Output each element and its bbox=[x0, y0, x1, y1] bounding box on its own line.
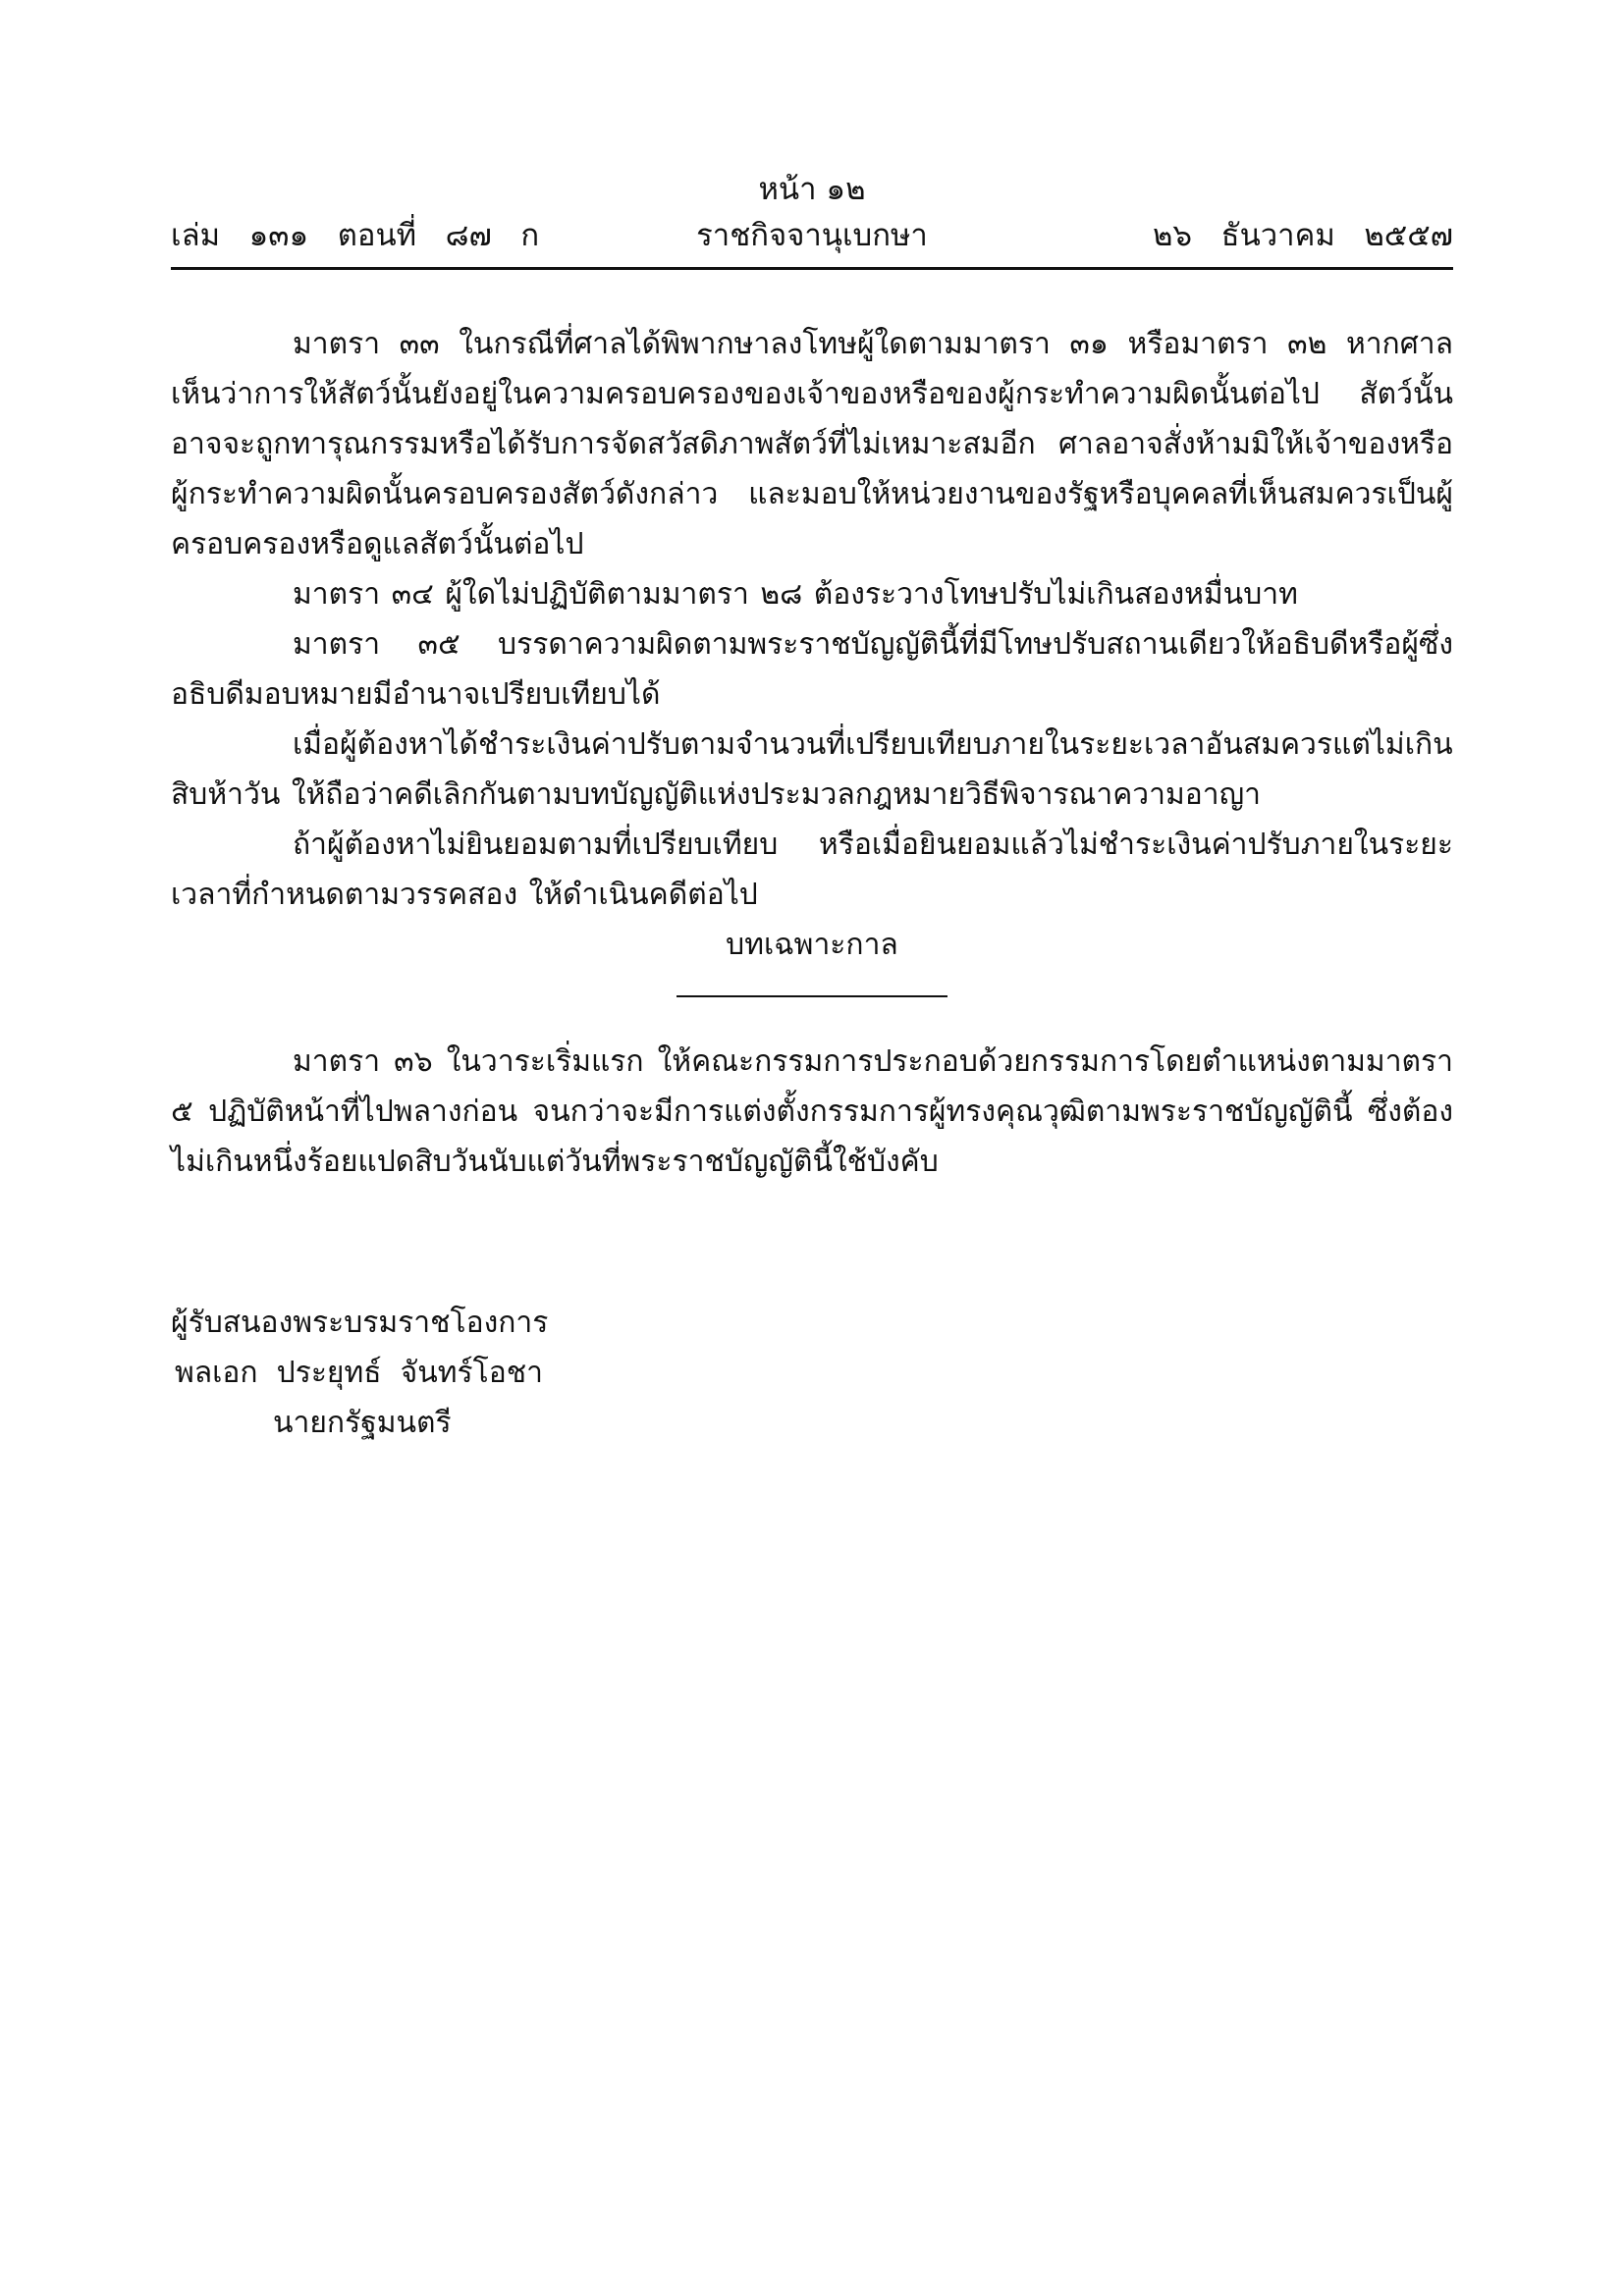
section-34-paragraph: มาตรา ๓๔ ผู้ใดไม่ปฏิบัติตามมาตรา ๒๘ ต้องระวางโทษปรับไม่เกินสองหมื่นบาท bbox=[293, 577, 1298, 612]
gazette-header bbox=[171, 216, 1453, 255]
volume-issue: เล่ม ๑๓๑ ตอนที่ ๘๗ ก bbox=[171, 218, 540, 253]
section-35-paragraph: มาตรา ๓๕ บรรดาความผิดตามพระราชบัญญัตินี้ที่มีโทษปรับสถานเดียวให้อธิบดีหรือผู้ซึ่งอธิบดีมอบหมายมีอำนาจเปรียบเทียบได้ bbox=[171, 627, 1453, 712]
section-35-paragraph-3: ถ้าผู้ต้องหาไม่ยินยอมตามที่เปรียบเทียบ หรือเมื่อยินยอมแล้วไม่ชำระเงินค่าปรับภายในระยะเวลาที่กำหนดตามวรรคสอง ให้ดำเนินคดีต่อไป bbox=[171, 828, 1453, 912]
signatory-name: พลเอก ประยุทธ์ จันทร์โอชา bbox=[175, 1356, 543, 1390]
section-36-paragraph: มาตรา ๓๖ ในวาระเริ่มแรก ให้คณะกรรมการประกอบด้วยกรรมการโดยตำแหน่งตามมาตรา ๕ ปฏิบัติหน้าที่ไปพลางก่อน จนกว่าจะมีการแต่งตั้งกรรมการผู้ทรงคุณวุฒิตามพระราชบัญญัตินี้ ซึ่งต้องไม่เกินหนึ่งร้อยแปดสิบวันนับแต่วันที่พระราชบัญญัตินี้ใช้บังคับ bbox=[171, 1044, 1453, 1179]
countersign-label: ผู้รับสนองพระบรมราชโองการ bbox=[171, 1306, 549, 1340]
publication-date: ๒๖ ธันวาคม ๒๕๕๗ bbox=[1152, 218, 1453, 253]
section-35-paragraph-2: เมื่อผู้ต้องหาได้ชำระเงินค่าปรับตามจำนวนที่เปรียบเทียบภายในระยะเวลาอันสมควรแต่ไม่เกินสิบห้าวัน ให้ถือว่าคดีเลิกกันตามบทบัญญัติแห่งประมวลกฎหมายวิธีพิจารณาความอาญา bbox=[171, 727, 1453, 812]
signature-block bbox=[171, 1298, 858, 1448]
publication-name: ราชกิจจานุเบกษา bbox=[696, 218, 928, 253]
signatory-title: นายกรัฐมนตรี bbox=[273, 1406, 452, 1440]
header-divider bbox=[171, 267, 1453, 270]
document-body bbox=[171, 319, 1453, 1187]
transitional-provisions-heading: บทเฉพาะกาล bbox=[726, 928, 898, 962]
page-number: หน้า ๑๒ bbox=[758, 172, 866, 207]
heading-divider bbox=[677, 995, 947, 997]
section-33-paragraph: มาตรา ๓๓ ในกรณีที่ศาลได้พิพากษาลงโทษผู้ใดตามมาตรา ๓๑ หรือมาตรา ๓๒ หากศาลเห็นว่าการให้สัตว์นั้นยังอยู่ในความครอบครองของเจ้าของหรือของผู้กระทำความผิดนั้นต่อไป สัตว์นั้นอาจจะถูกทารุณกรรมหรือได้รับการจัดสวัสดิภาพสัตว์ที่ไม่เหมาะสมอีก ศาลอาจสั่งห้ามมิให้เจ้าของหรือผู้กระทำความผิดนั้นครอบครองสัตว์ดังกล่าว และมอบให้หน่วยงานของรัฐหรือบุคคลที่เห็นสมควรเป็นผู้ครอบครองหรือดูแลสัตว์นั้นต่อไป bbox=[171, 327, 1453, 561]
